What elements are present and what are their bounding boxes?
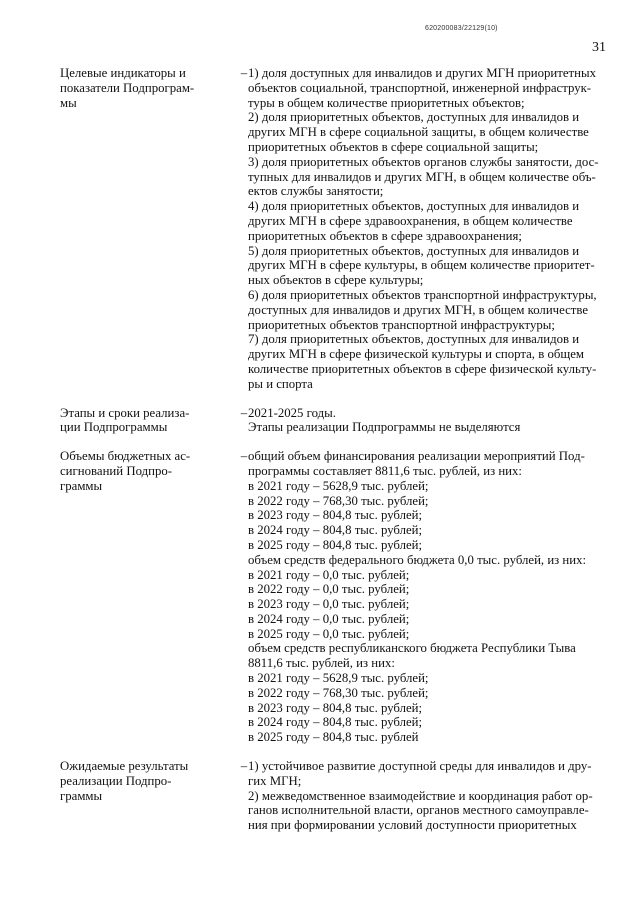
table-row-budget	[60, 449, 608, 745]
row-value: 1) доля доступных для инвалидов и других МГН приоритетных объектов социальной, транспортной, инженерной инфраструк- туры в общем количестве приоритетных объектов; 2) доля приоритетных объектов, доступных для инвалидов и других МГН в сфере социальной защиты, в общем количестве приоритетных объектов в сфере социальной защиты; 3) доля приоритетных объектов органов службы занятости, дос- тупных для инвалидов и других МГН, в общем количестве объ- ектов службы занятости; 4) доля приоритетных объектов, доступных для инвалидов и других МГН в сфере здравоохранения, в общем количестве приоритетных объектов в сфере здравоохранения; 5) доля приоритетных объектов, доступных для инвалидов и других МГН в сфере культуры, в общем количестве приоритет- ных объектов в сфере культуры; 6) доля приоритетных объектов транспортной инфраструктуры, доступных для инвалидов и других МГН, в общем количестве приоритетных объектов транспортной инфраструктуры; 7) доля приоритетных объектов, доступных для инвалидов и других МГН в сфере физической культуры и спорта, в общем количестве приоритетных объектов в сфере физической культу- ры и спорта	[248, 66, 599, 391]
page-number: 31	[592, 40, 606, 55]
row-dash: –	[240, 449, 248, 464]
row-dash: –	[240, 759, 248, 774]
table-row-target-indicators	[60, 66, 608, 392]
row-label: Ожидаемые результаты реализации Подпро- граммы	[60, 759, 189, 803]
table-row-expected-results	[60, 759, 608, 833]
row-dash: –	[240, 66, 248, 80]
passport-table	[60, 66, 608, 833]
row-value: 1) устойчивое развитие доступной среды для инвалидов и дру- гих МГН; 2) межведомственное взаимодействие и координация работ ор- ганов исполнительной власти, органов местного самоуправле- ния при формировании условий доступности приоритетных	[248, 759, 593, 833]
row-label: Объемы бюджетных ас- сигнований Подпро- граммы	[60, 449, 191, 493]
document-code: 620200083/22129(10)	[425, 25, 498, 32]
table-row-stages	[60, 406, 608, 436]
row-value: 2021-2025 годы. Этапы реализации Подпрограммы не выделяются	[248, 405, 521, 435]
row-dash: –	[240, 405, 248, 420]
row-label: Целевые индикаторы и показатели Подпрограм- мы	[60, 66, 195, 110]
row-value: общий объем финансирования реализации мероприятий Под- программы составляет 8811,6 тыс. рублей, из них: в 2021 году – 5628,9 тыс. рублей; в 2022 году – 768,30 тыс. рублей; в 2023 году – 804,8 тыс. рублей; в 2024 году – 804,8 тыс. рублей; в 2025 году – 804,8 тыс. рублей; объем средств федерального бюджета 0,0 тыс. рублей, из них: в 2021 году – 0,0 тыс. рублей; в 2022 году – 0,0 тыс. рублей; в 2023 году – 0,0 тыс. рублей; в 2024 году – 0,0 тыс. рублей; в 2025 году – 0,0 тыс. рублей; объем средств республиканского бюджета Республики Тыва 8811,6 тыс. рублей, из них: в 2021 году – 5628,9 тыс. рублей; в 2022 году – 768,30 тыс. рублей; в 2023 году – 804,8 тыс. рублей; в 2024 году – 804,8 тыс. рублей; в 2025 году – 804,8 тыс. рублей	[248, 449, 587, 745]
row-label: Этапы и сроки реализа- ции Подпрограммы	[60, 405, 190, 435]
